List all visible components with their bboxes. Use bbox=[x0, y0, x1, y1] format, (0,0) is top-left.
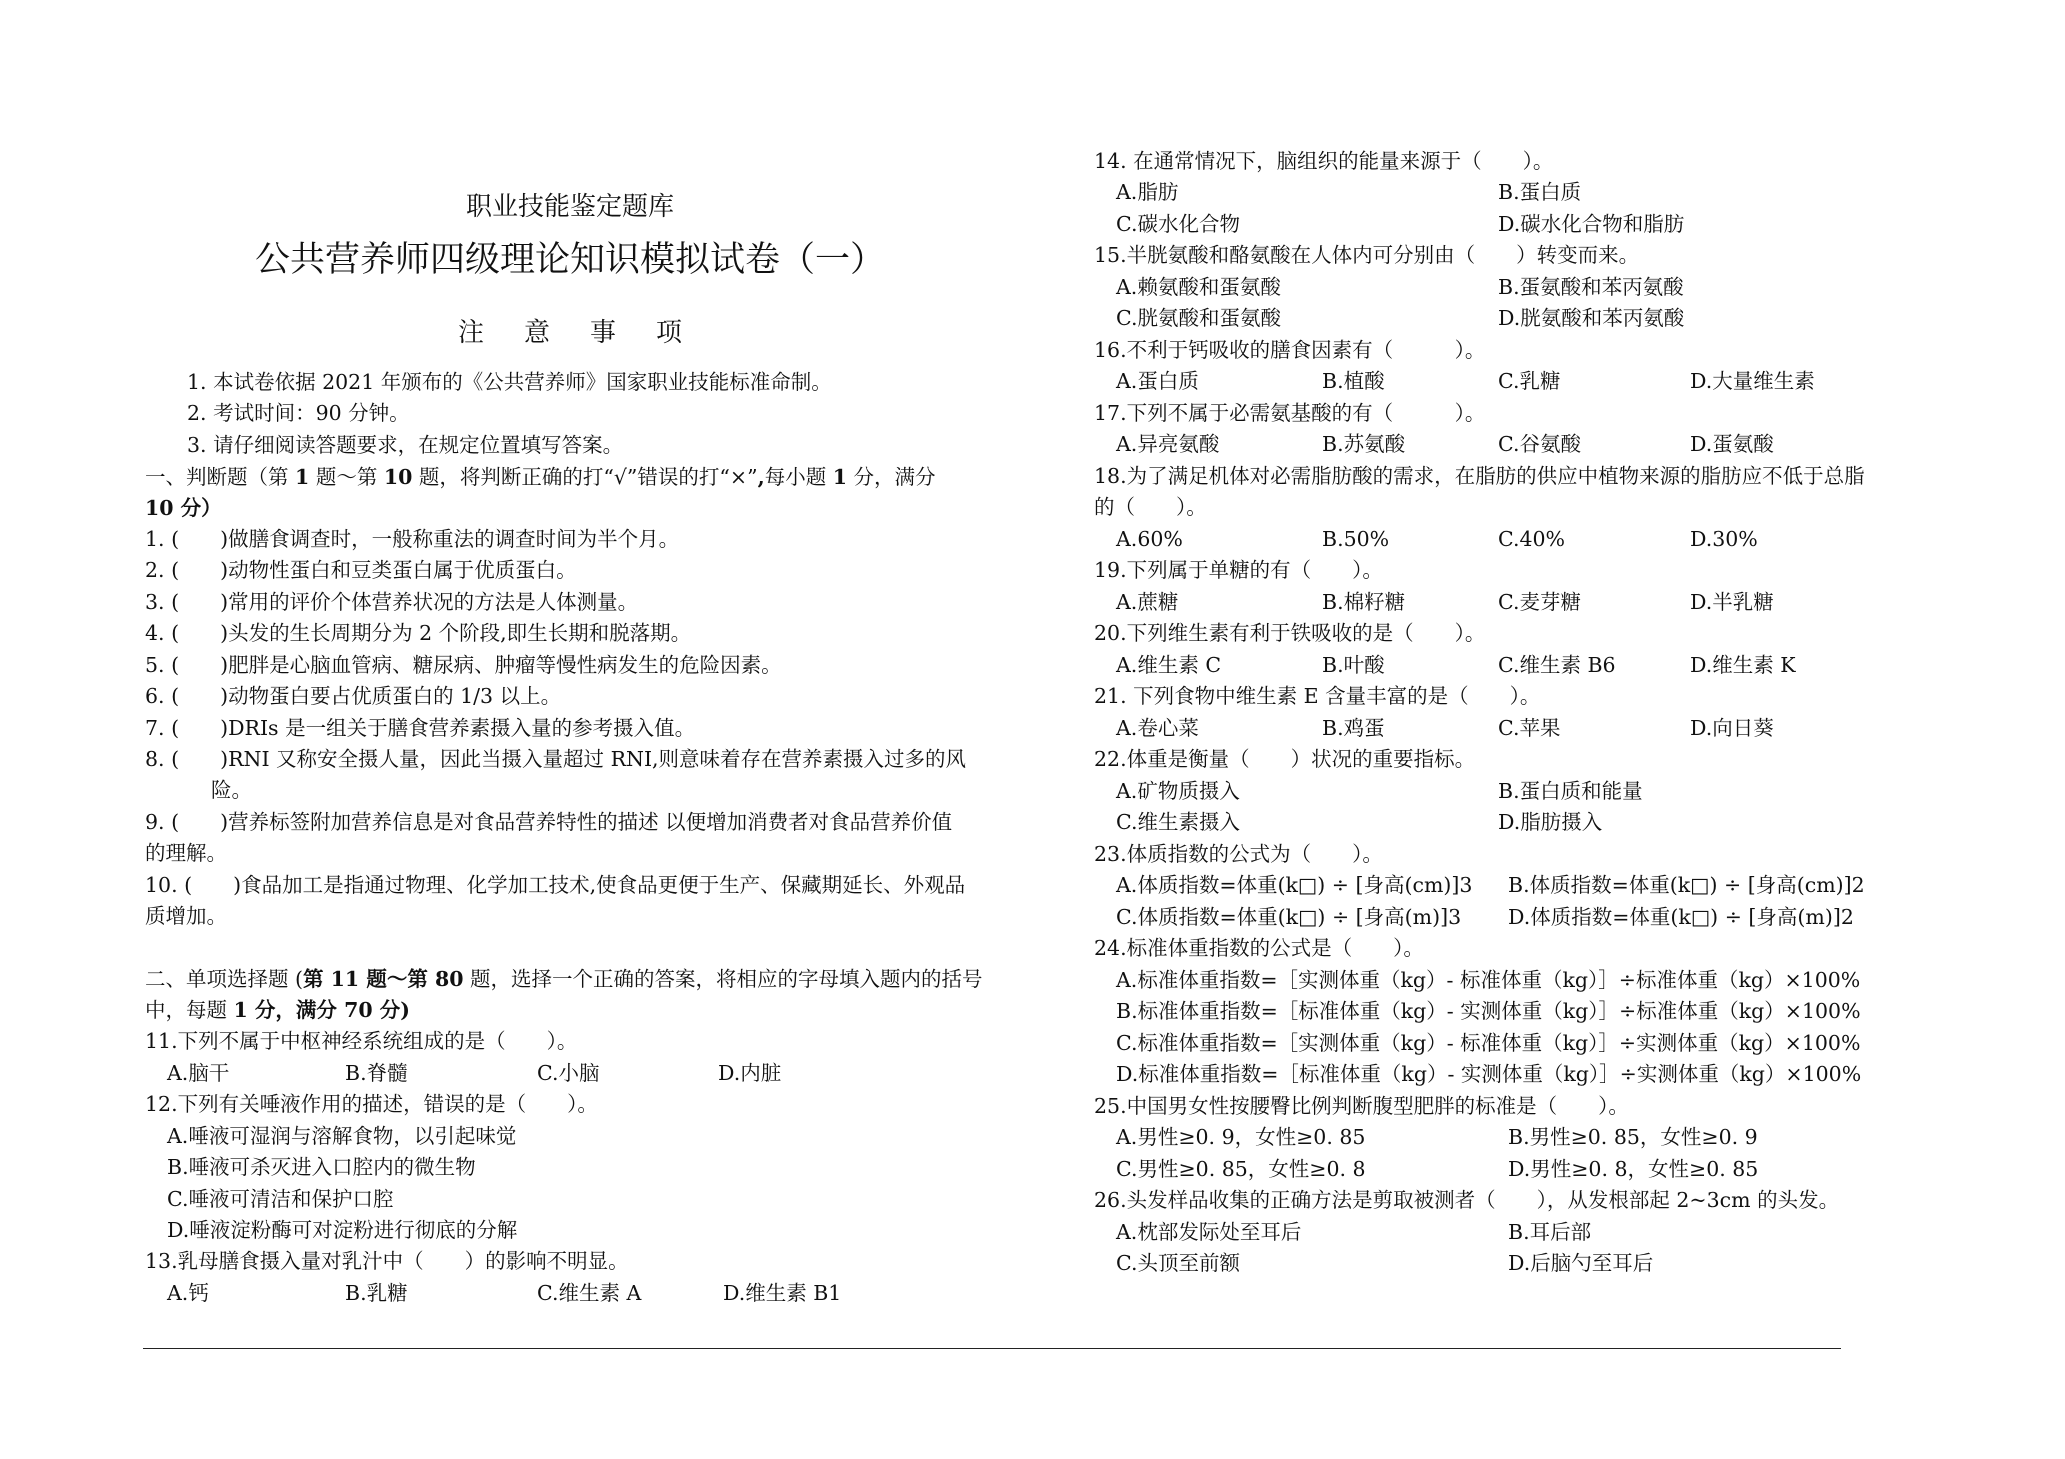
mc-option: C.麦芽糖 bbox=[1498, 590, 1581, 614]
mc-option: A.卷心菜 bbox=[1116, 716, 1199, 740]
mc-question: 17.下列不属于必需氨基酸的有（ ）。 bbox=[1094, 401, 1486, 425]
section2-heading-cont: 中，每题 1 分，满分 70 分) bbox=[145, 998, 410, 1022]
mc-question: 26.头发样品收集的正确方法是剪取被测者（ ），从发根部起 2~3cm 的头发。 bbox=[1094, 1188, 1840, 1212]
tf-question: 8. ( )RNI 又称安全摄人量，因此当摄入量超过 RNI,则意味着存在营养素摄入过多的风 bbox=[145, 747, 967, 771]
mc-option: A.矿物质摄入 bbox=[1116, 779, 1240, 803]
mc-option: D.维生素 B1 bbox=[723, 1281, 842, 1305]
mc-option: B.唾液可杀灭进入口腔内的微生物 bbox=[167, 1155, 476, 1179]
mc-option: D.标准体重指数=［标准体重（kg）- 实测体重（kg）］÷实测体重（kg）×100% bbox=[1116, 1062, 1862, 1086]
mc-question: 19.下列属于单糖的有（ ）。 bbox=[1094, 558, 1383, 582]
exam-title: 公共营养师四级理论知识模拟试卷（一） bbox=[254, 240, 885, 280]
mc-option: B.棉籽糖 bbox=[1322, 590, 1406, 614]
section2-heading: 二、单项选择题 (第 11 题～第 80 题，选择一个正确的答案，将相应的字母填入题内的括号 bbox=[145, 967, 983, 991]
mc-option: D.维生素 K bbox=[1690, 653, 1796, 677]
mc-option: A.枕部发际处至耳后 bbox=[1116, 1220, 1302, 1244]
tf-question: 9. ( )营养标签附加营养信息是对食品营养特性的描述 以便增加消费者对食品营养价值 bbox=[145, 810, 953, 834]
mc-option: B.蛋氨酸和苯丙氨酸 bbox=[1498, 275, 1684, 299]
mc-option: A.蔗糖 bbox=[1116, 590, 1179, 614]
mc-option: D.内脏 bbox=[718, 1061, 782, 1085]
mc-option: C.唾液可清洁和保护口腔 bbox=[167, 1187, 394, 1211]
mc-question: 22.体重是衡量（ ）状况的重要指标。 bbox=[1094, 747, 1476, 771]
mc-option: C.乳糖 bbox=[1498, 369, 1561, 393]
mc-option: C.头顶至前额 bbox=[1116, 1251, 1240, 1275]
mc-question: 18.为了满足机体对必需脂肪酸的需求，在脂肪的供应中植物来源的脂肪应不低于总脂 bbox=[1094, 464, 1865, 488]
mc-option: B.脊髓 bbox=[345, 1061, 408, 1085]
notice-item: 1. 本试卷依据 2021 年颁布的《公共营养师》国家职业技能标准命制。 bbox=[187, 370, 832, 394]
mc-option: A.异亮氨酸 bbox=[1116, 432, 1220, 456]
mc-option: D.后脑勺至耳后 bbox=[1508, 1251, 1654, 1275]
mc-question: 20.下列维生素有利于铁吸收的是（ ）。 bbox=[1094, 621, 1486, 645]
notice-item: 3. 请仔细阅读答题要求，在规定位置填写答案。 bbox=[187, 433, 624, 457]
tf-question: 7. ( )DRIs 是一组关于膳食营养素摄入量的参考摄入值。 bbox=[145, 716, 696, 740]
mc-option: C.胱氨酸和蛋氨酸 bbox=[1116, 306, 1281, 330]
mc-option: A.脂肪 bbox=[1116, 180, 1179, 204]
mc-option: B.耳后部 bbox=[1508, 1220, 1592, 1244]
mc-option: B.乳糖 bbox=[345, 1281, 408, 1305]
mc-option: A.60% bbox=[1116, 527, 1183, 551]
mc-option: B.鸡蛋 bbox=[1322, 716, 1385, 740]
tf-question: 3. ( )常用的评价个体营养状况的方法是人体测量。 bbox=[145, 590, 639, 614]
mc-option: B.体质指数=体重(k□) ÷ [身高(cm)]2 bbox=[1508, 873, 1865, 897]
mc-question: 16.不利于钙吸收的膳食因素有（ ）。 bbox=[1094, 338, 1486, 362]
mc-question: 12.下列有关唾液作用的描述，错误的是（ ）。 bbox=[145, 1092, 598, 1116]
mc-question: 24.标准体重指数的公式是（ ）。 bbox=[1094, 936, 1424, 960]
mc-option: C.小脑 bbox=[537, 1061, 600, 1085]
mc-option: B.50% bbox=[1322, 527, 1390, 551]
mc-option: D.体质指数=体重(k□) ÷ [身高(m)]2 bbox=[1508, 905, 1854, 929]
mc-option: D.碳水化合物和脂肪 bbox=[1498, 212, 1685, 236]
mc-option: C.维生素 B6 bbox=[1498, 653, 1616, 677]
mc-question: 23.体质指数的公式为（ ）。 bbox=[1094, 842, 1383, 866]
mc-question: 15.半胱氨酸和酪氨酸在人体内可分别由（ ）转变而来。 bbox=[1094, 243, 1640, 267]
mc-question: 25.中国男女性按腰臀比例判断腹型肥胖的标准是（ ）。 bbox=[1094, 1094, 1629, 1118]
mc-option: A.唾液可湿润与溶解食物，以引起味觉 bbox=[167, 1124, 517, 1148]
mc-option: D.30% bbox=[1690, 527, 1758, 551]
mc-option: A.赖氨酸和蛋氨酸 bbox=[1116, 275, 1281, 299]
mc-option: D.男性≥0. 8，女性≥0. 85 bbox=[1508, 1157, 1759, 1181]
notice-title: 注意事项 bbox=[457, 318, 722, 348]
mc-question-cont: 的（ ）。 bbox=[1094, 495, 1207, 519]
mc-option: D.大量维生素 bbox=[1690, 369, 1815, 393]
mc-option: C.谷氨酸 bbox=[1498, 432, 1581, 456]
mc-option: B.蛋白质 bbox=[1498, 180, 1582, 204]
mc-question: 13.乳母膳食摄入量对乳汁中（ ）的影响不明显。 bbox=[145, 1249, 629, 1273]
exam-subtitle: 职业技能鉴定题库 bbox=[465, 192, 674, 222]
tf-question-cont: 的理解。 bbox=[145, 841, 227, 865]
tf-question: 6. ( )动物蛋白要占优质蛋白的 1/3 以上。 bbox=[145, 684, 562, 708]
mc-option: A.标准体重指数=［实测体重（kg）- 标准体重（kg）］÷标准体重（kg）×100% bbox=[1116, 968, 1861, 992]
mc-question: 21. 下列食物中维生素 E 含量丰富的是（ ）。 bbox=[1094, 684, 1541, 708]
mc-option: D.胱氨酸和苯丙氨酸 bbox=[1498, 306, 1685, 330]
mc-option: D.唾液淀粉酶可对淀粉进行彻底的分解 bbox=[167, 1218, 518, 1242]
mc-option: A.男性≥0. 9，女性≥0. 85 bbox=[1116, 1125, 1366, 1149]
mc-option: C.标准体重指数=［实测体重（kg）- 标准体重（kg）］÷实测体重（kg）×100% bbox=[1116, 1031, 1861, 1055]
mc-question: 11.下列不属于中枢神经系统组成的是（ ）。 bbox=[145, 1029, 578, 1053]
mc-option: C.苹果 bbox=[1498, 716, 1561, 740]
tf-question: 5. ( )肥胖是心脑血管病、糖尿病、肿瘤等慢性病发生的危险因素。 bbox=[145, 653, 782, 677]
mc-option: C.体质指数=体重(k□) ÷ [身高(m)]3 bbox=[1116, 905, 1462, 929]
mc-option: C.碳水化合物 bbox=[1116, 212, 1240, 236]
mc-option: A.钙 bbox=[167, 1281, 209, 1305]
mc-option: D.半乳糖 bbox=[1690, 590, 1774, 614]
mc-option: C.40% bbox=[1498, 527, 1566, 551]
mc-option: C.男性≥0. 85，女性≥0. 8 bbox=[1116, 1157, 1366, 1181]
mc-option: C.维生素摄入 bbox=[1116, 810, 1240, 834]
tf-question: 1. ( )做膳食调查时，一般称重法的调查时间为半个月。 bbox=[145, 527, 680, 551]
mc-option: D.向日葵 bbox=[1690, 716, 1774, 740]
tf-question: 4. ( )头发的生长周期分为 2 个阶段,即生长期和脱落期。 bbox=[145, 621, 692, 645]
mc-option: B.苏氨酸 bbox=[1322, 432, 1406, 456]
mc-option: D.脂肪摄入 bbox=[1498, 810, 1603, 834]
mc-option: A.脑干 bbox=[167, 1061, 230, 1085]
tf-question-cont: 质增加。 bbox=[145, 904, 227, 928]
tf-question: 10. ( )食品加工是指通过物理、化学加工技术,使食品更便于生产、保藏期延长、外观品 bbox=[145, 873, 966, 897]
mc-option: A.蛋白质 bbox=[1116, 369, 1199, 393]
mc-option: B.叶酸 bbox=[1322, 653, 1385, 677]
mc-option: B.植酸 bbox=[1322, 369, 1385, 393]
mc-option: B.蛋白质和能量 bbox=[1498, 779, 1643, 803]
mc-option: B.男性≥0. 85，女性≥0. 9 bbox=[1508, 1125, 1758, 1149]
section1-heading: 一、判断题（第 1 题～第 10 题，将判断正确的打“√”错误的打“×”,每小题 1 分，满分 bbox=[145, 465, 936, 489]
bottom-divider bbox=[143, 1348, 1841, 1349]
mc-option: A.体质指数=体重(k□) ÷ [身高(cm)]3 bbox=[1116, 873, 1473, 897]
mc-question: 14. 在通常情况下，脑组织的能量来源于（ ）。 bbox=[1094, 149, 1554, 173]
mc-option: A.维生素 C bbox=[1116, 653, 1222, 677]
mc-option: C.维生素 A bbox=[537, 1281, 642, 1305]
mc-option: D.蛋氨酸 bbox=[1690, 432, 1774, 456]
mc-option: B.标准体重指数=［标准体重（kg）- 实测体重（kg）］÷标准体重（kg）×100% bbox=[1116, 999, 1861, 1023]
tf-question: 2. ( )动物性蛋白和豆类蛋白属于优质蛋白。 bbox=[145, 558, 577, 582]
section1-heading-cont: 10 分） bbox=[145, 496, 222, 520]
tf-question-cont: 险。 bbox=[211, 778, 252, 802]
notice-item: 2. 考试时间：90 分钟。 bbox=[187, 401, 410, 425]
